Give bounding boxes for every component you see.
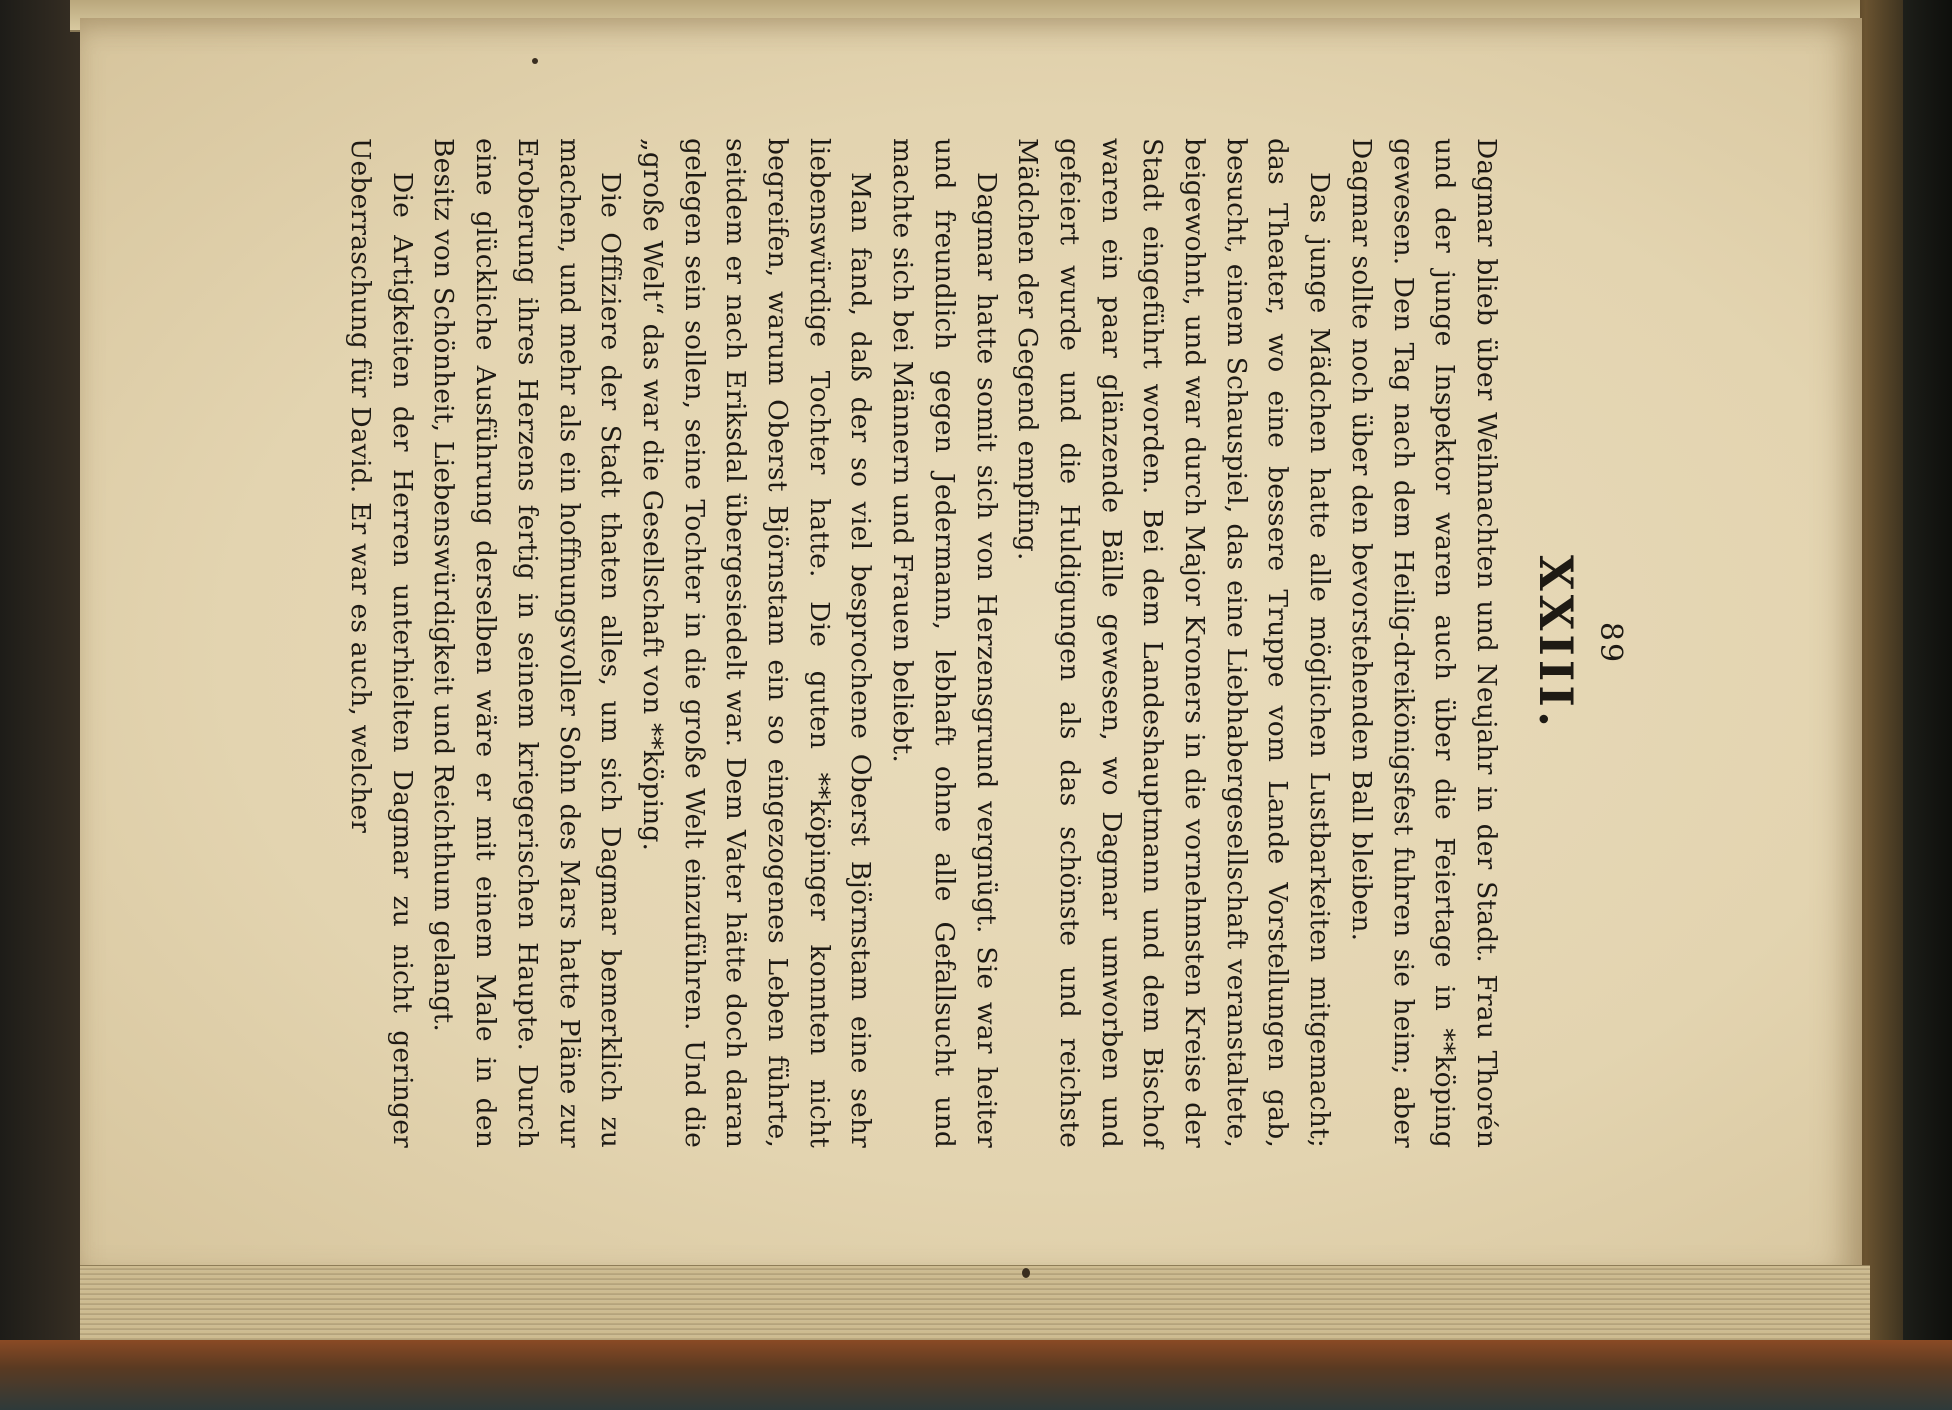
paragraph: Dagmar blieb über Weihnachten und Neujahr in der Stadt. Frau Thorén und der junge Inspektor waren auch über die Feiertage in **köping gewesen. Den Tag nach dem Heilig-dreikönigsfest fuhren sie heim; aber Dagmar sollte noch über den bevorstehenden Ball bleiben. <box>1345 138 1502 1148</box>
paragraph: Das junge Mädchen hatte alle möglichen Lustbarkeiten mitgemacht; das Theater, wo eine bessere Truppe vom Lande Vorstellungen gab, besucht, einem Schauspiel, das eine Liebhabergesellschaft veranstaltete, beigewohnt, und war durch Major Kroners in die vornehmsten Kreise der Stadt eingeführt worden. Bei dem Landeshauptmann und dem Bischof waren ein paar glänzende Bälle gewesen, wo Dagmar umworben und gefeiert wurde und die Huldigungen als das schönste und reichste Mädchen der Gegend empfing. <box>1012 138 1336 1148</box>
book-page <box>80 18 1862 1278</box>
book-cover-bottom <box>0 1340 1952 1410</box>
chapter-heading: XXIII. <box>1529 555 1583 731</box>
ink-spot <box>532 58 538 64</box>
paragraph: Dagmar hatte somit sich von Herzensgrund vergnügt. Sie war heiter und freundlich gegen Jedermann, lebhaft ohne alle Gefallsucht und machte sich bei Männern und Frauen beliebt. <box>887 138 1002 1148</box>
page-number: 89 <box>1593 621 1628 665</box>
ink-spot <box>1022 1268 1030 1278</box>
paragraph: Die Artigkeiten der Herren unterhielten Dagmar zu nicht geringer Ueberraschung für David. Er war es auch, welcher <box>345 138 418 1148</box>
page-text-rotated <box>328 138 1628 1148</box>
paragraph: Man fand, daß der so viel besprochene Oberst Björnstam eine sehr liebenswürdige Tochter hatte. Die guten **köpinger konnten nicht begreifen, warum Oberst Björnstam ein so eingezogenes Leben führte, seitdem er nach Eriksdal übergesiedelt war. Dem Vater hätte doch daran gelegen sein sollen, seine Tochter in die große Welt einzuführen. Und die „große Welt“ das war die Gesellschaft von **köping. <box>636 138 877 1148</box>
page-block-edges <box>80 1265 1870 1346</box>
book-cover-left <box>0 0 90 1406</box>
paragraph: Die Offiziere der Stadt thaten alles, um sich Dagmar bemerklich zu machen, und mehr als ein hoffnungsvoller Sohn des Mars hatte Pläne zur Eroberung ihres Herzens fertig in seinem kriegerischen Haupte. Durch eine glückliche Ausführung derselben wäre er mit einem Male in den Besitz von Schönheit, Liebenswürdigkeit und Reichthum gelangt. <box>428 138 627 1148</box>
